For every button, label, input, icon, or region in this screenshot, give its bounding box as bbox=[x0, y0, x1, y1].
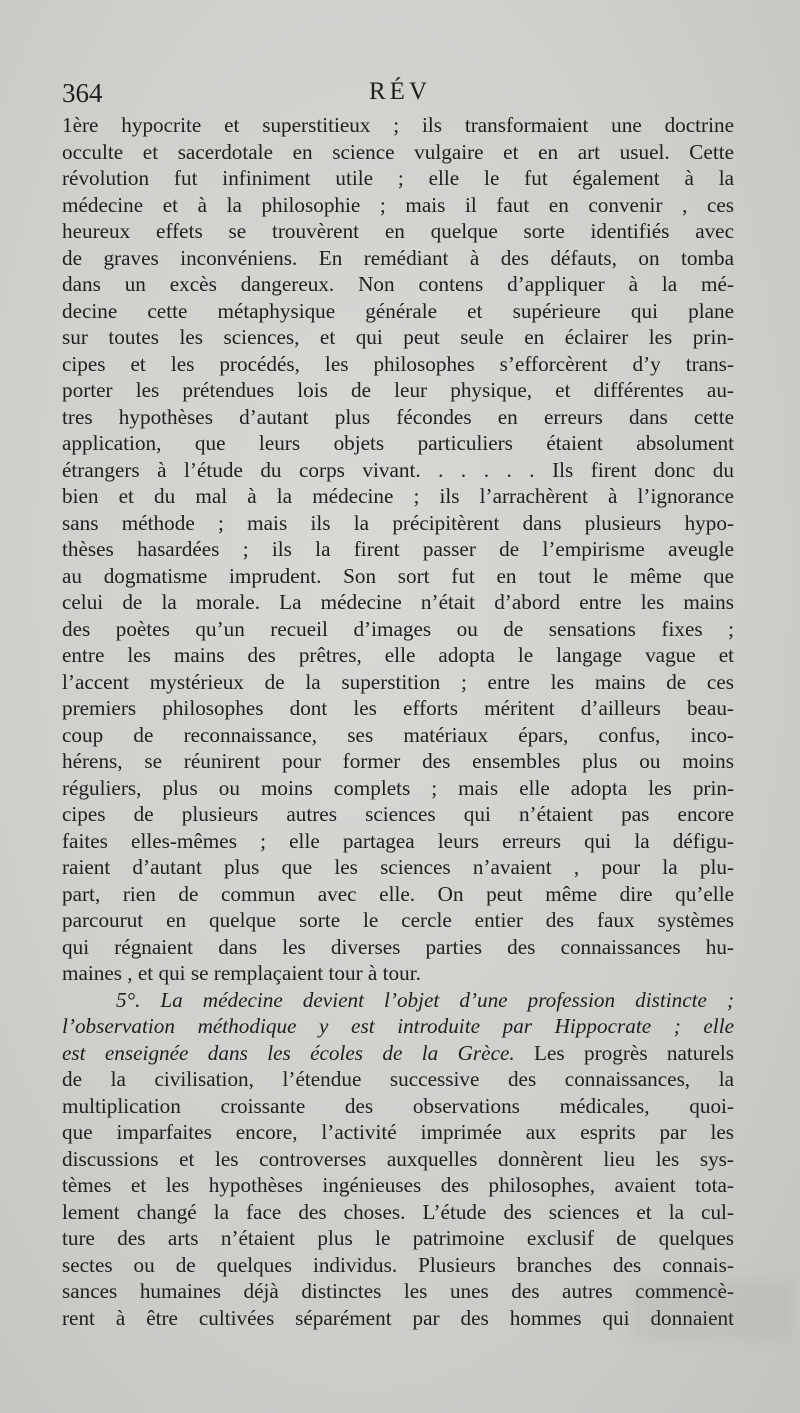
text-line: 5°. La médecine devient l’objet d’une profession distincte ; bbox=[116, 987, 734, 1012]
text-line: celui de la morale. La médecine n’était d’abord entre les mains bbox=[62, 590, 734, 614]
text-line: de graves inconvéniens. En remédiant à des défauts, on tomba bbox=[62, 245, 734, 270]
page-header bbox=[62, 78, 738, 112]
text-line: lement changé la face des choses. L’étude des sciences et la cul- bbox=[62, 1199, 734, 1224]
text-line: sances humaines déjà distinctes les unes des autres commencè- bbox=[62, 1279, 734, 1303]
text-line: sans méthode ; mais ils la précipitèrent dans plusieurs hypo- bbox=[62, 510, 734, 535]
text-line: maines , et qui se remplaçaient tour à tour. bbox=[62, 961, 421, 985]
text-line: sectes ou de quelques individus. Plusieurs branches des connais- bbox=[62, 1252, 734, 1277]
text-line: rent à être cultivées séparément par des hommes qui donnaient bbox=[62, 1305, 734, 1330]
text-line: application, que leurs objets particuliers étaient absolument bbox=[62, 431, 734, 455]
page-number: 364 bbox=[62, 78, 103, 108]
text-line: raient d’autant plus que les sciences n’avaient , pour la plu- bbox=[62, 855, 734, 879]
text-line: révolution fut infiniment utile ; elle le fut également à la bbox=[62, 166, 734, 190]
text-line: qui régnaient dans les diverses parties des connaissances hu- bbox=[62, 934, 734, 959]
text-line: coup de reconnaissance, ses matériaux épars, confus, inco- bbox=[62, 722, 734, 747]
text-line: au dogmatisme imprudent. Son sort fut en tout le même que bbox=[62, 563, 734, 588]
text-line: heureux effets se trouvèrent en quelque sorte identifiés avec bbox=[62, 219, 734, 243]
text-line: cipes de plusieurs autres sciences qui n’étaient pas encore bbox=[62, 802, 734, 826]
text-line: cipes et les procédés, les philosophes s’efforcèrent d’y trans- bbox=[62, 351, 734, 376]
text-line: 1ère hypocrite et superstitieux ; ils transformaient une doctrine bbox=[62, 113, 734, 137]
text-line: thèses hasardées ; ils la firent passer de l’empirisme aveugle bbox=[62, 537, 734, 561]
text-line: l’observation méthodique y est introduite par Hippocrate ; elle bbox=[62, 1014, 734, 1038]
text-line: premiers philosophes dont les efforts méritent d’ailleurs beau- bbox=[62, 696, 734, 720]
text-line: occulte et sacerdotale en science vulgaire et en art usuel. Cette bbox=[62, 139, 734, 164]
text-line: réguliers, plus ou moins complets ; mais elle adopta les prin- bbox=[62, 775, 734, 800]
text-line: part, rien de commun avec elle. On peut même dire qu’elle bbox=[62, 881, 734, 906]
text-line: multiplication croissante des observations médicales, quoi- bbox=[62, 1093, 734, 1118]
text-line: faites elles-mêmes ; elle partagea leurs erreurs qui la défigu- bbox=[62, 828, 734, 853]
text-line: médecine et à la philosophie ; mais il faut en convenir , ces bbox=[62, 192, 734, 217]
text-line: des poètes qu’un recueil d’images ou de sensations fixes ; bbox=[62, 616, 734, 641]
text-line: hérens, se réunirent pour former des ensembles plus ou moins bbox=[62, 749, 734, 773]
body-text bbox=[62, 112, 734, 1331]
text-line: que imparfaites encore, l’activité imprimée aux esprits par les bbox=[62, 1120, 734, 1144]
text-line: entre les mains des prêtres, elle adopta le langage vague et bbox=[62, 643, 734, 667]
bleed-through-smudge bbox=[632, 1280, 792, 1340]
running-head: RÉV bbox=[369, 78, 431, 105]
text-line: tèmes et les hypothèses ingénieuses des philosophes, avaient tota- bbox=[62, 1173, 734, 1197]
text-line: tres hypothèses d’autant plus fécondes en erreurs dans cette bbox=[62, 404, 734, 429]
text-line: parcourut en quelque sorte le cercle entier des faux systèmes bbox=[62, 908, 734, 932]
text-line: decine cette métaphysique générale et supérieure qui plane bbox=[62, 298, 734, 323]
text-line: ture des arts n’étaient plus le patrimoine exclusif de quelques bbox=[62, 1226, 734, 1250]
text-line: l’accent mystérieux de la superstition ; entre les mains de ces bbox=[62, 669, 734, 694]
text-line: sur toutes les sciences, et qui peut seule en éclairer les prin- bbox=[62, 325, 734, 349]
text-line: dans un excès dangereux. Non contens d’appliquer à la mé- bbox=[62, 272, 734, 296]
text-line: bien et du mal à la médecine ; ils l’arrachèrent à l’ignorance bbox=[62, 484, 734, 508]
text-line: discussions et les controverses auxquelles donnèrent lieu les sys- bbox=[62, 1146, 734, 1171]
text-line: de la civilisation, l’étendue successive des connaissances, la bbox=[62, 1067, 734, 1091]
text-line: porter les prétendues lois de leur physique, et différentes au- bbox=[62, 378, 734, 402]
text-line: étrangers à l’étude du corps vivant. . . . . . Ils firent donc du bbox=[62, 457, 734, 482]
text-line: est enseignée dans les écoles de la Grèce. Les progrès naturels bbox=[62, 1040, 734, 1065]
